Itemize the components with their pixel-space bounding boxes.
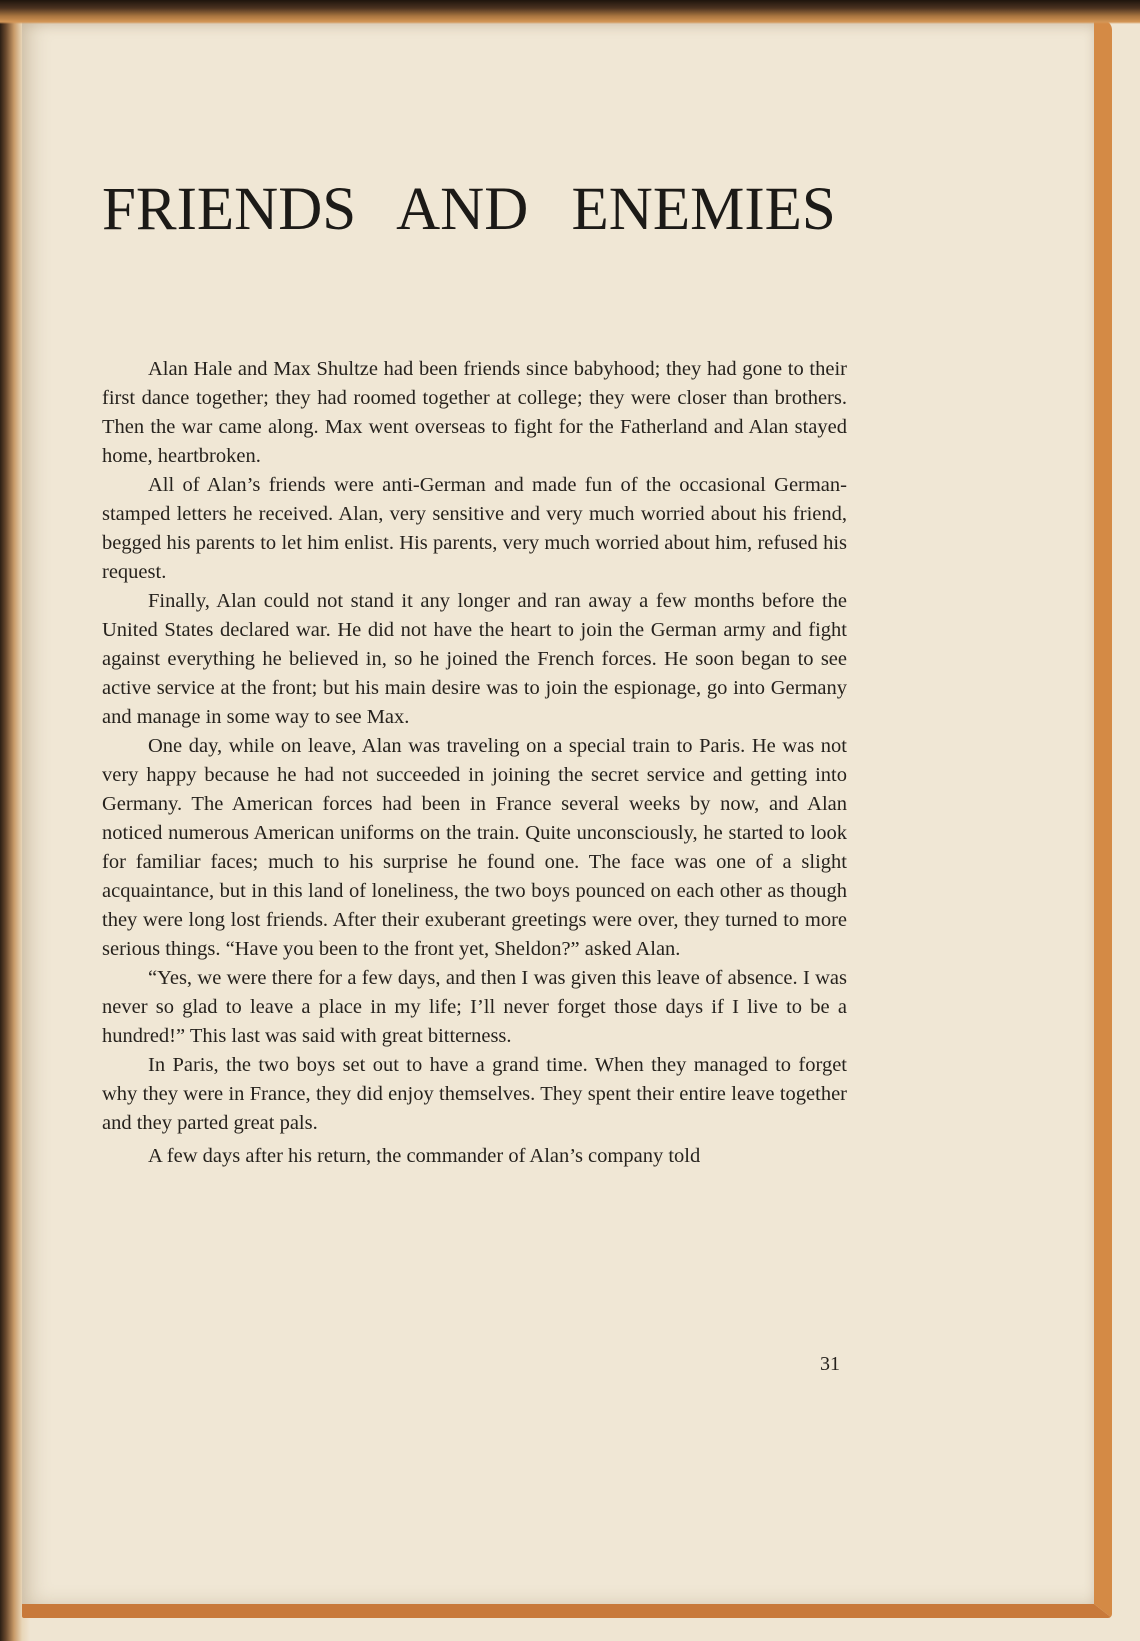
book-page	[22, 20, 1112, 1618]
chapter-body	[102, 355, 847, 1171]
paragraph: Alan Hale and Max Shultze had been friends since babyhood; they had gone to their first dance together; they had roomed together at college; they were closer than brothers. Then the war came along. Max went overseas to fight for the Fatherland and Alan stayed home, heartbroken.	[102, 358, 847, 467]
paragraph: A few days after his return, the commander of Alan’s company told	[148, 1145, 701, 1167]
paragraph: Finally, Alan could not stand it any longer and ran away a few months before the United States declared war. He did not have the heart to join the German army and fight against everything he believed in, so he joined the French forces. He soon began to see active service at the front; but his main desire was to join the espionage, go into Germany and manage in some way to see Max.	[102, 590, 847, 728]
paragraph: In Paris, the two boys set out to have a grand time. When they managed to forget why they were in France, they did enjoy themselves. They spent their entire leave together and they parted great pals.	[102, 1054, 847, 1134]
chapter-title: FRIENDS AND ENEMIES	[102, 176, 836, 243]
page-number: 31	[820, 1353, 840, 1375]
book-top-edge	[0, 0, 1140, 24]
paragraph: “Yes, we were there for a few days, and then I was given this leave of absence. I was never so glad to leave a place in my life; I’ll never forget those days if I live to be a hundred!” This last was said with great bitterness.	[102, 967, 847, 1047]
paragraph: One day, while on leave, Alan was traveling on a special train to Paris. He was not very happy because he had not succeeded in joining the secret service and getting into Germany. The American forces had been in France several weeks by now, and Alan noticed numerous American uniforms on the train. Quite unconsciously, he started to look for familiar faces; much to his surprise he found one. The face was one of a slight acquaintance, but in this land of loneliness, the two boys pounced on each other as though they were long lost friends. After their exuberant greetings were over, they turned to more serious things. “Have you been to the front yet, Sheldon?” asked Alan.	[102, 735, 847, 960]
paragraph: All of Alan’s friends were anti-German and made fun of the occasional German-stamped letters he received. Alan, very sensitive and very much worried about his friend, begged his parents to let him enlist. His parents, very much worried about him, refused his request.	[102, 474, 847, 583]
